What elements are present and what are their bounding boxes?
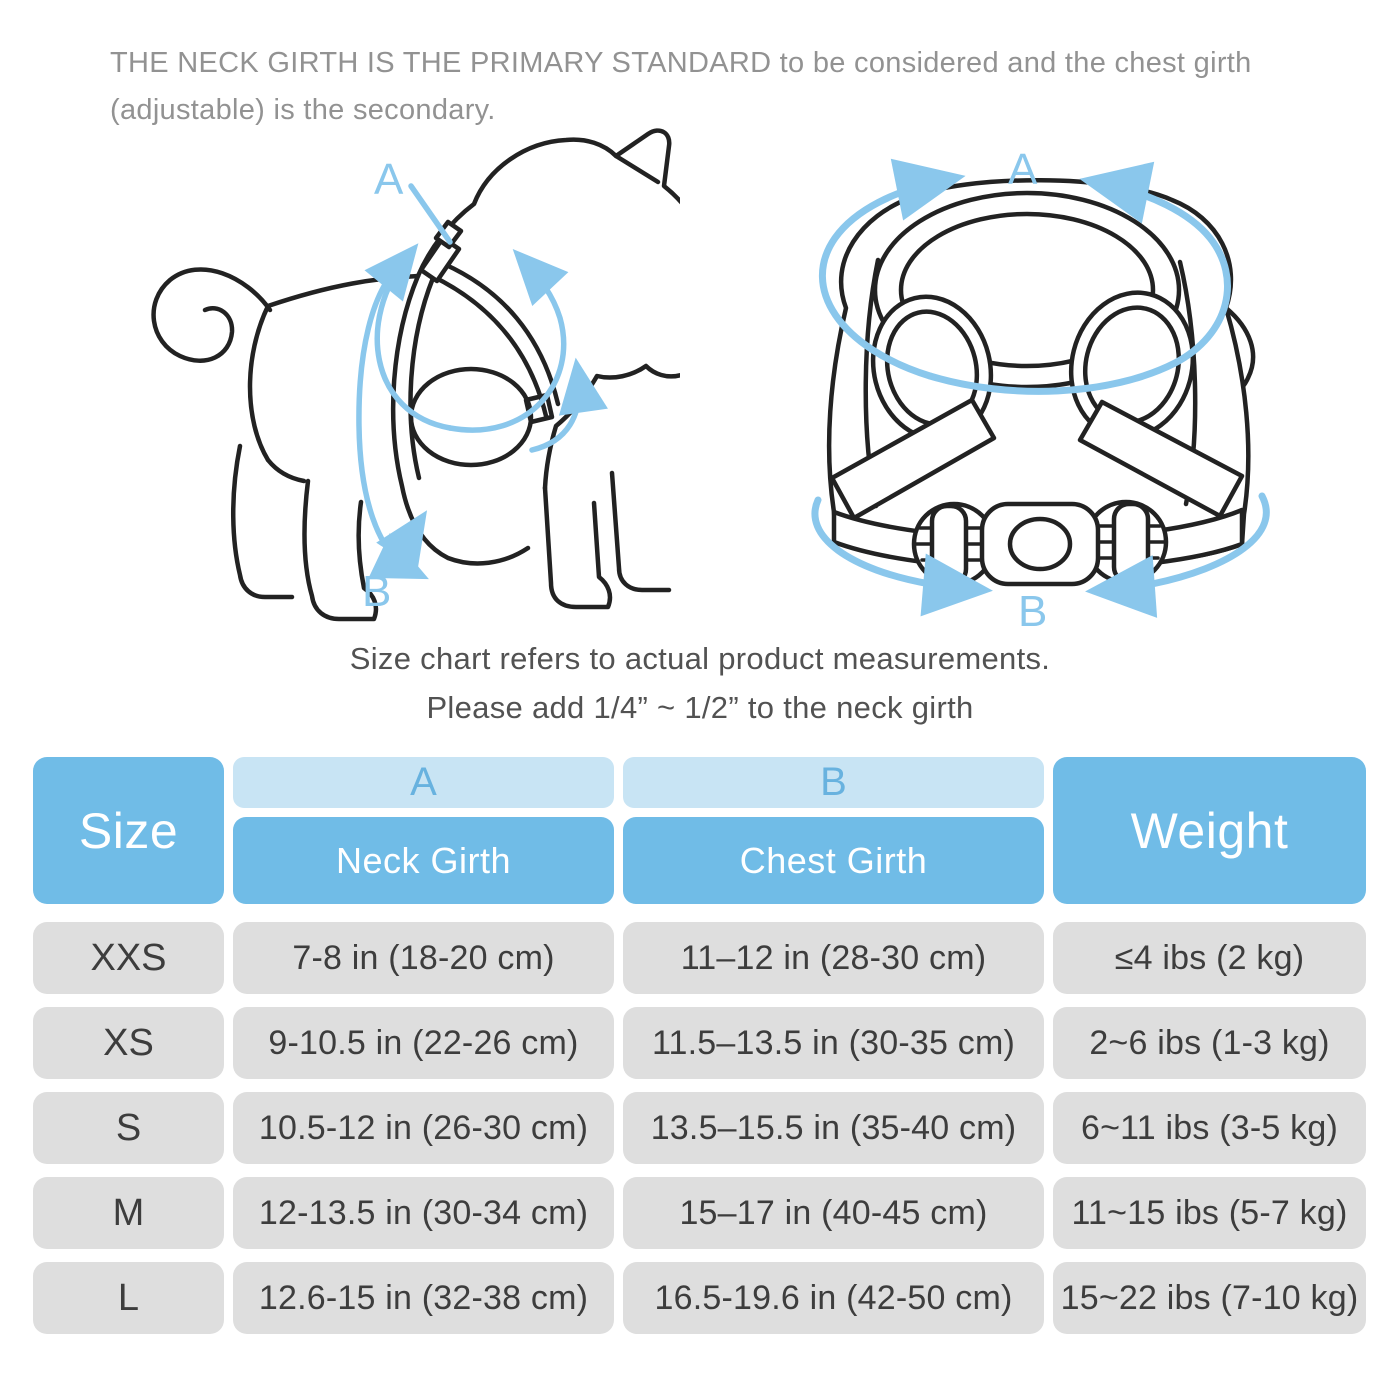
neck-girth-header: Neck Girth: [233, 817, 614, 904]
weight-cell: ≤4 ibs (2 kg): [1053, 922, 1366, 994]
weight-cell: 6~11 ibs (3-5 kg): [1053, 1092, 1366, 1164]
size-cell: XS: [33, 1007, 224, 1079]
size-cell: XXS: [33, 922, 224, 994]
table-header-row: [33, 757, 1366, 904]
chest-girth-cell: 15–17 in (40-45 cm): [623, 1177, 1044, 1249]
dog-chest-girth-label-b: B: [362, 567, 392, 616]
size-cell: S: [33, 1092, 224, 1164]
neck-girth-cell: 7-8 in (18-20 cm): [233, 922, 614, 994]
weight-cell: 2~6 ibs (1-3 kg): [1053, 1007, 1366, 1079]
harness-chest-girth-label-b: B: [1018, 587, 1048, 630]
table-row-xs: [33, 1007, 1366, 1079]
size-column-header: Size: [33, 757, 224, 904]
chest-girth-header: Chest Girth: [623, 817, 1044, 904]
neck-girth-cell: 9-10.5 in (22-26 cm): [233, 1007, 614, 1079]
weight-cell: 15~22 ibs (7-10 kg): [1053, 1262, 1366, 1334]
table-row-l: [33, 1262, 1366, 1334]
label-b-band: B: [623, 757, 1044, 808]
caption-line-2: Please add 1/4” ~ 1/2” to the neck girth: [426, 690, 974, 725]
table-row-xxs: [33, 922, 1366, 994]
neck-girth-cell: 12-13.5 in (30-34 cm): [233, 1177, 614, 1249]
chest-girth-cell: 16.5-19.6 in (42-50 cm): [623, 1262, 1044, 1334]
size-cell: M: [33, 1177, 224, 1249]
chest-girth-cell: 13.5–15.5 in (35-40 cm): [623, 1092, 1044, 1164]
neck-girth-cell: 10.5-12 in (26-30 cm): [233, 1092, 614, 1164]
weight-cell: 11~15 ibs (5-7 kg): [1053, 1177, 1366, 1249]
caption-line-1: Size chart refers to actual product measurements.: [349, 641, 1051, 676]
dog-neck-girth-label-a: A: [374, 155, 404, 204]
column-a-header: [233, 757, 614, 904]
table-row-s: [33, 1092, 1366, 1164]
intro-text: THE NECK GIRTH IS THE PRIMARY STANDARD to be considered and the chest girth (adjustable) is the secondary.: [110, 47, 1252, 126]
chest-girth-cell: 11–12 in (28-30 cm): [623, 922, 1044, 994]
label-a-band: A: [233, 757, 614, 808]
weight-column-header: Weight: [1053, 757, 1366, 904]
dog-harness-side-illustration: [118, 128, 680, 640]
column-b-header: [623, 757, 1044, 904]
chest-girth-cell: 11.5–13.5 in (30-35 cm): [623, 1007, 1044, 1079]
table-row-m: [33, 1177, 1366, 1249]
size-table: [33, 757, 1366, 1347]
harness-front-illustration: [780, 138, 1305, 630]
neck-girth-cell: 12.6-15 in (32-38 cm): [233, 1262, 614, 1334]
size-chart-caption: [0, 634, 1400, 732]
harness-neck-girth-label-a: A: [1008, 145, 1038, 194]
size-cell: L: [33, 1262, 224, 1334]
